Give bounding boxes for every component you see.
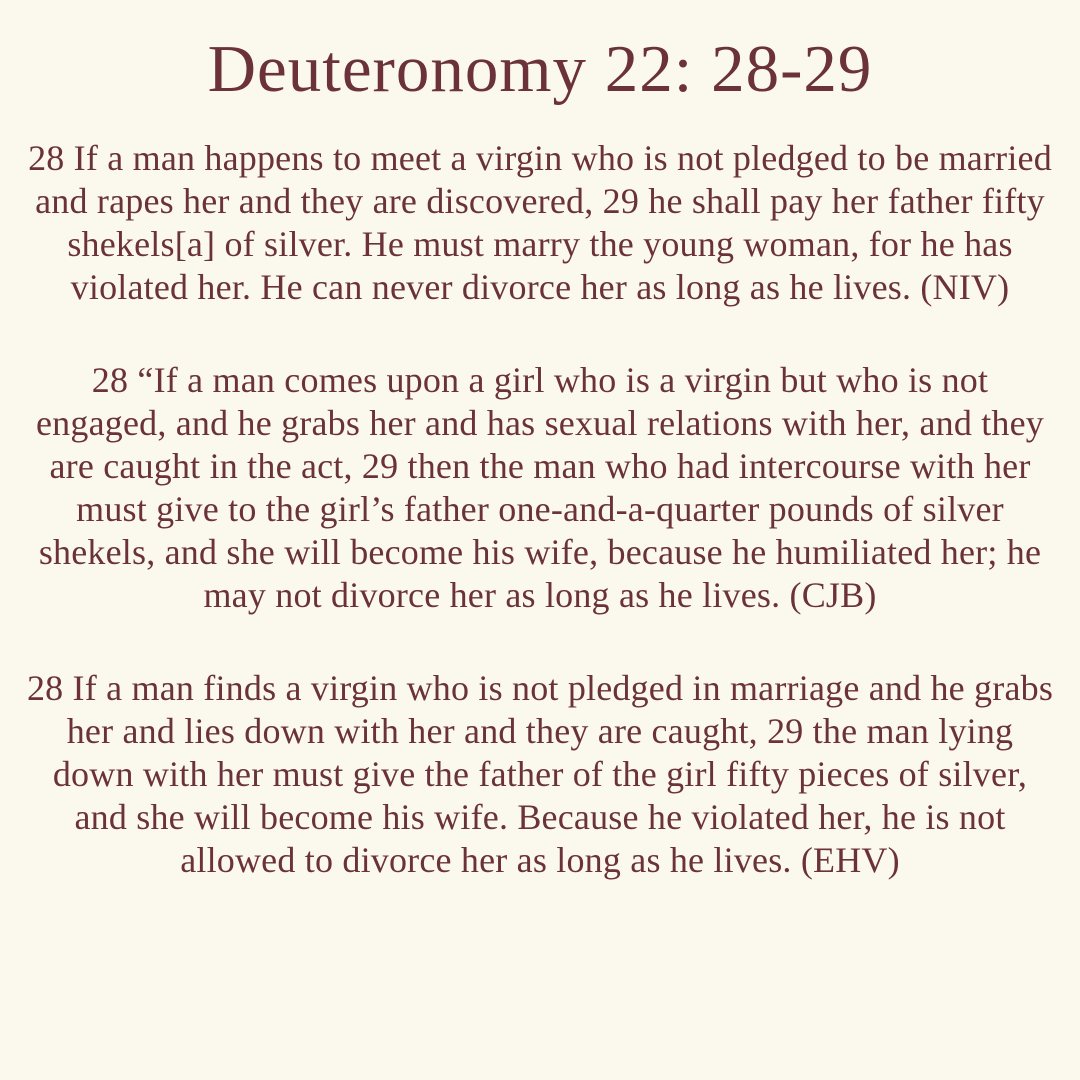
page-title: Deuteronomy 22: 28-29 (207, 32, 873, 106)
verse-paragraph-niv: 28 If a man happens to meet a virgin who is not pledged to be married and rapes her and they are discovered, 29 he shall pay her father fifty shekels[a] of silver. He must marry the young woman, for he has violated her. He can never divorce her as long as he lives. (NIV) (28, 138, 1052, 308)
verse-paragraph-cjb: 28 “If a man comes upon a girl who is a virgin but who is not engaged, and he grabs her and has sexual relations with her, and they are caught in the act, 29 then the man who had intercourse with her must give to the girl’s father one-and-a-quarter pounds of silver shekels, and she will become his wife, because he humiliated her; he may not divorce her as long as he lives. (CJB) (35, 360, 1045, 616)
verse-paragraph-ehv: 28 If a man finds a virgin who is not pledged in marriage and he grabs her and lies down with her and they are caught, 29 the man lying down with her must give the father of the girl fifty pieces of silver, and she will become his wife. Because he violated her, he is not allowed to divorce her as long as he lives. (EHV) (26, 668, 1054, 881)
